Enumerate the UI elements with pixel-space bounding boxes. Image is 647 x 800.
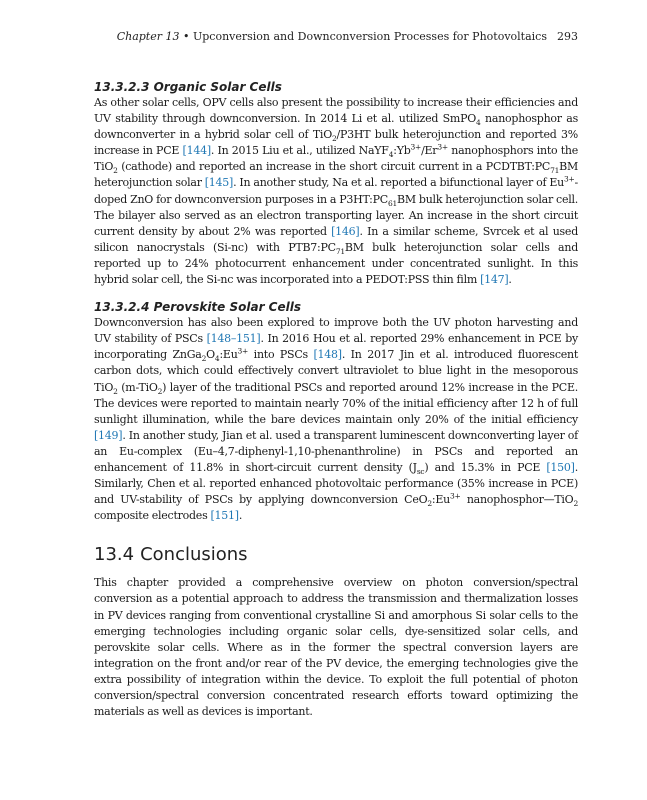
citation-147[interactable]: [147] xyxy=(480,273,509,287)
citation-148[interactable]: [148] xyxy=(313,348,342,362)
chapter-title: Upconversion and Downconversion Processes for Photovoltaics xyxy=(192,30,547,43)
perovskite-paragraph: Downconversion has also been explored to improve both the UV photon harvesting and UV stability of PSCs [148–151]. In 2016 Hou et al. reported 29% enhancement in PCE by incorporating $ZnGa_2O_4:Eu^{3+}$ into PSCs [148]. In 2017 Jin et al. introduced fluorescent carbon dots, which could effectively convert ultraviolet to blue light in the mesoporous TiO$_2$ (m-TiO$_2$) layer of the traditional PSCs and reported around 12% increase in the PCE. The devices were reported to maintain nearly 70% of the initial efficiency after 12 h of full sunlight illumination, while the bare devices maintain only 20% of the initial efficiency [149]. In another study, Jian et al. used a transparent luminescent downconverting layer of an Eu-complex (Eu–4,7-diphenyl-1,10-phenanthroline) in PSCs and reported an enhancement of 11.8% in short-circuit current density $(J_{sc})$ and 15.3% in PCE [150]. Similarly, Chen et al. reported enhanced photovoltaic performance (35% increase in PCE) and UV-stability of PSCs by applying downconversion $CeO_2:Eu^{3+}$ nanophosphor—TiO$_2$ composite electrodes [151]. xyxy=(94,316,579,523)
section-number: 13.4 xyxy=(94,544,135,566)
citation-149[interactable]: [149] xyxy=(94,428,123,442)
running-head xyxy=(94,30,578,43)
citation-146[interactable]: [146] xyxy=(331,224,360,238)
section-title: Conclusions xyxy=(140,544,248,566)
page-number: 293 xyxy=(557,30,578,43)
conclusions-paragraph: This chapter provided a comprehensive overview on photon conversion/spectral conversion as a potential approach to address the transmission and thermalization losses in PV devices ranging from conventional crystalline Si and amorphous Si solar cells to the emerging technologies including organic solar cells, dye-sensitized solar cells, and perovskite solar cells. Where as in the former the spectral conversion layers are integration on the front and/or rear of the PV device, the emerging technologies give the extra possibility of integration within the device. To exploit the full potential of photon conversion/spectral conversion concentrated research efforts toward optimizing the materials as well as devices is important. xyxy=(94,576,578,719)
perovskite-heading: 13.3.2.4 Perovskite Solar Cells xyxy=(94,300,301,315)
citation-144[interactable]: [144] xyxy=(182,144,211,158)
citation-151[interactable]: [151] xyxy=(210,509,239,523)
citation-148-151[interactable]: [148–151] xyxy=(206,332,261,346)
organic-paragraph: As other solar cells, OPV cells also present the possibility to increase their efficiencies and UV stability through downconversion. In 2014 Li et al. utilized SmPO$_4$ nanophosphor as downconverter in a hybrid solar cell of TiO$_2$/P3HT bulk heterojunction and reported 3% increase in PCE [144]. In 2015 Liu et al., utilized $NaYF_4:Yb^{3+}/Er^{3+}$ nanophosphors into the TiO$_2$ (cathode) and reported an increase in the short circuit current in a $PCDTBT:PC_{71}BM$ heterojunction solar [145]. In another study, Na et al. reported a bifunctional layer of $Eu^{3+}$-doped ZnO for downconversion purposes in a $P3HT:PC_{61}BM$ bulk heterojunction solar cell. The bilayer also served as an electron transporting layer. An increase in the short circuit current density by about 2% was reported [146]. In a similar scheme, Svrcek et al used silicon nanocrystals (Si-nc) with $PTB7:PC_{71}BM$ bulk heterojunction solar cells and reported up to 24% photocurrent enhancement under concentrated sunlight. In this hybrid solar cell, the Si-nc was incorporated into a PEDOT:PSS thin film [147]. xyxy=(94,96,579,287)
conclusions-heading xyxy=(94,544,578,565)
organic-heading: 13.3.2.3 Organic Solar Cells xyxy=(94,80,282,94)
main-content xyxy=(94,80,578,720)
chapter-label: Chapter 13 xyxy=(116,30,180,43)
citation-145[interactable]: [145] xyxy=(204,176,234,190)
bullet-separator: • xyxy=(179,30,193,43)
citation-150[interactable]: [150] xyxy=(546,460,575,474)
